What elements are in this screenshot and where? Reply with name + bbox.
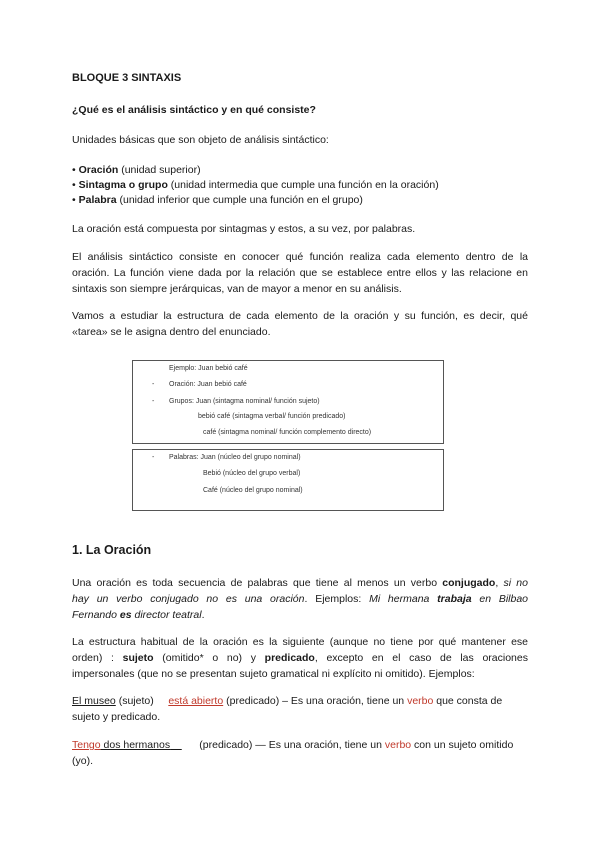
analysis-line-1: El análisis sintáctico consiste en conocer qué función realiza cada elemento dentro de la (72, 251, 528, 263)
palabra-3-line: Café (núcleo del grupo nominal) (203, 487, 303, 494)
grupo-3-line: café (sintagma nominal/ función complemento directo) (203, 429, 372, 436)
example-1-line-1: El museo (sujeto) está abierto (predicado) – Es una oración, tiene un verbo que consta de (72, 695, 503, 707)
palabra-2-line: Bebió (núcleo del grupo verbal) (203, 470, 301, 477)
definition-line-3: Fernando es director teatral. (72, 609, 205, 621)
unit-sintagma: • Sintagma o grupo (unidad intermedia que cumple una función en la oración) (72, 179, 439, 191)
palabras-line: Palabras: Juan (núcleo del grupo nominal) (169, 454, 301, 461)
study-line-1: Vamos a estudiar la estructura de cada elemento de la oración y su función, es decir, qué (72, 310, 528, 322)
analysis-line-3: sintaxis son siempre jerárquicas, van de mayor a menor en su análisis. (72, 283, 402, 295)
example-2-line-1: Tengo dos hermanos (predicado) — Es una oración, tiene un verbo con un sujeto omitido (72, 739, 514, 751)
study-line-2: «tarea» se le asigna dentro del enunciado. (72, 326, 271, 338)
example-line: Ejemplo: Juan bebió café (169, 365, 248, 372)
dash: - (152, 454, 155, 461)
composition-paragraph: La oración está compuesta por sintagmas y estos, a su vez, por palabras. (72, 223, 416, 235)
unit-oracion: • Oración (unidad superior) (72, 164, 201, 176)
block-title: BLOQUE 3 SINTAXIS (72, 72, 182, 84)
grupos-line: Grupos: Juan (sintagma nominal/ función sujeto) (169, 398, 320, 405)
example-box-2 (132, 449, 444, 511)
grupo-2-line: bebió café (sintagma verbal/ función predicado) (198, 413, 346, 420)
structure-line-1: La estructura habitual de la oración es la siguiente (aunque no tiene por qué mantener ese (72, 636, 528, 648)
dash: - (152, 381, 155, 388)
analysis-line-2: oración. La función viene dada por la relación que se establece entre ellos y las relacione en (72, 267, 528, 279)
example-2-line-2: (yo). (72, 755, 93, 767)
definition-line-2: hay un verbo conjugado no es una oración. Ejemplos: Mi hermana trabaja en Bilbao (72, 593, 529, 605)
definition-line-1: Una oración es toda secuencia de palabras que tiene al menos un verbo conjugado, si no (72, 577, 528, 589)
units-intro: Unidades básicas que son objeto de análisis sintáctico: (72, 134, 329, 146)
example-1-line-2: sujeto y predicado. (72, 711, 161, 723)
structure-line-3: impersonales (que no se presentan sujeto gramatical ni explícito ni omitido). Ejemplos: (72, 668, 475, 680)
section-title: 1. La Oración (72, 543, 152, 557)
question-heading: ¿Qué es el análisis sintáctico y en qué consiste? (72, 104, 316, 116)
dash: - (152, 398, 155, 405)
oracion-line: Oración: Juan bebió café (169, 381, 247, 388)
example-box-1 (132, 360, 444, 444)
structure-line-2: orden) : sujeto (omitido* o no) y predicado, excepto en el caso de las oraciones (72, 652, 528, 664)
unit-palabra: • Palabra (unidad inferior que cumple una función en el grupo) (72, 194, 363, 206)
